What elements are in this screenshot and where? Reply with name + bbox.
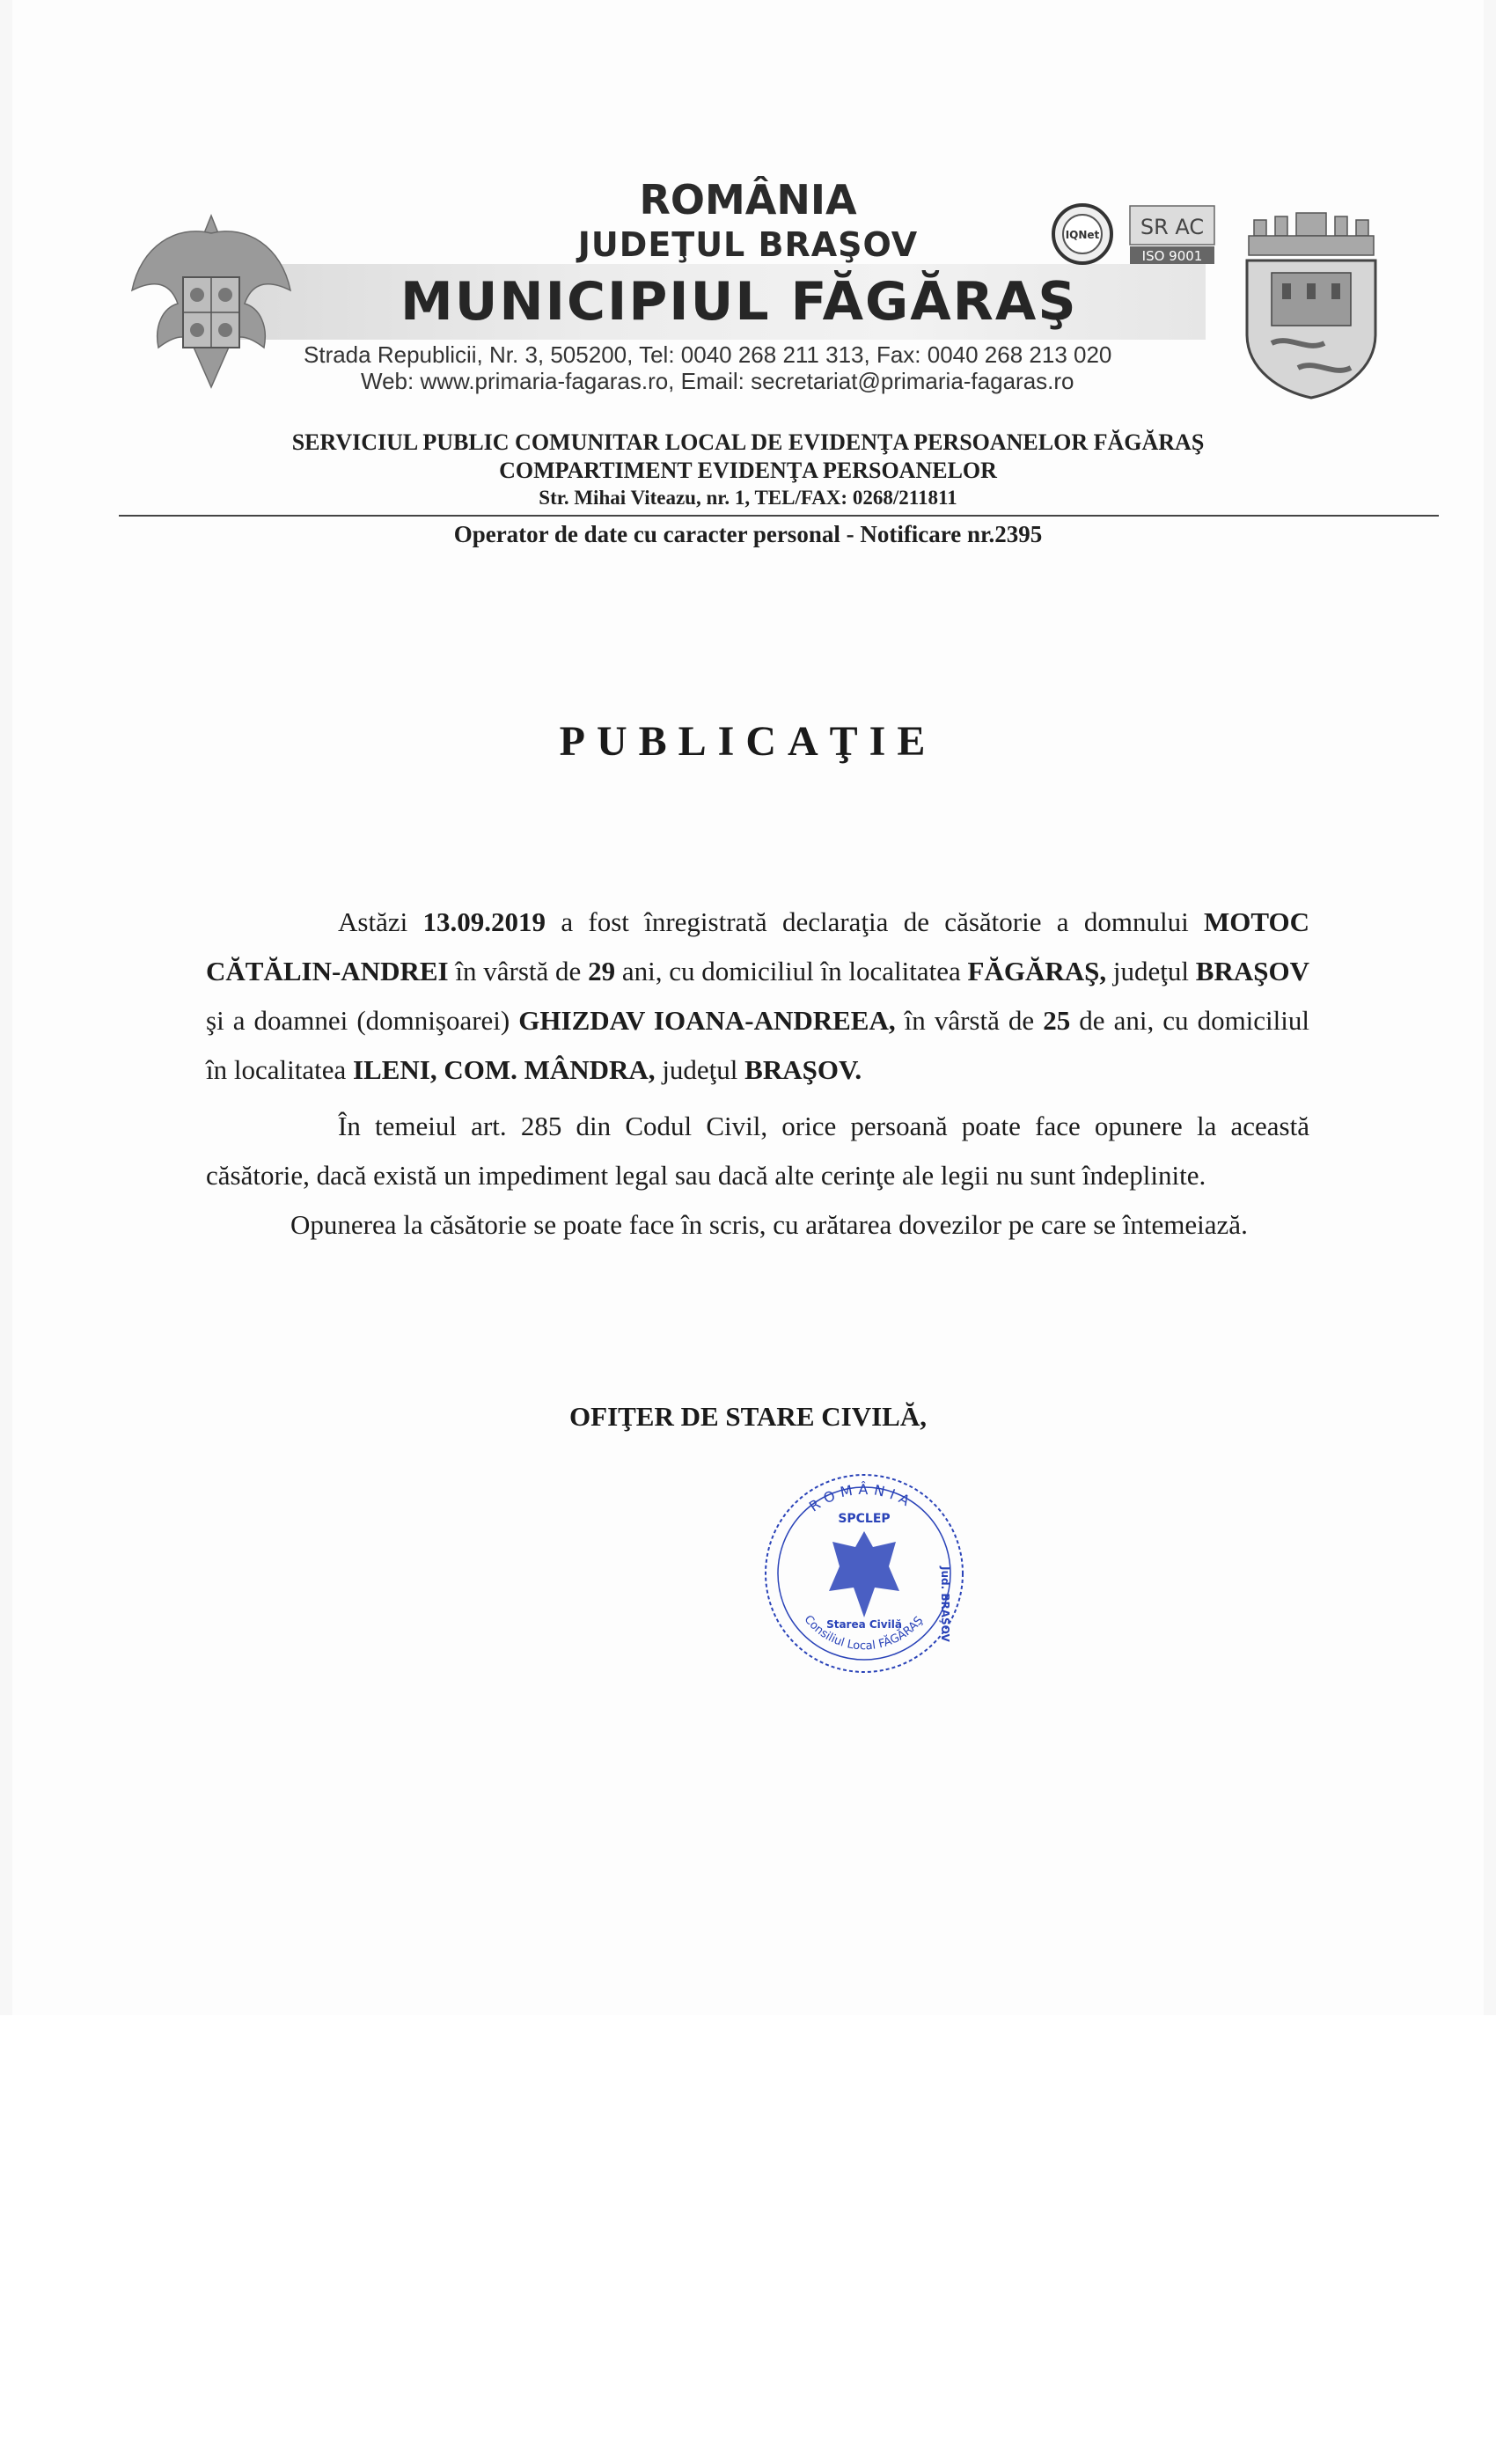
text-run: Astăzi xyxy=(338,906,423,937)
text-run: judeţul xyxy=(655,1054,745,1085)
bride-county: BRAŞOV. xyxy=(744,1054,862,1085)
stamp-right-text: Jud. BRAŞOV xyxy=(939,1566,951,1642)
text-run: ani, cu domiciliul în localitatea xyxy=(615,956,968,986)
text-run: judeţul xyxy=(1106,956,1196,986)
header-country: ROMÂNIA xyxy=(639,176,857,224)
department-name: COMPARTIMENT EVIDENŢA PERSOANELOR xyxy=(499,458,997,483)
bride-name: GHIZDAV IOANA-ANDREEA, xyxy=(518,1005,896,1036)
groom-city: FĂGĂRAŞ, xyxy=(967,956,1107,986)
bride-age: 25 xyxy=(1043,1005,1071,1036)
stamp-bottom-text: Consiliul Local FĂGĂRAŞ xyxy=(801,1613,927,1654)
iqnet-certification-icon xyxy=(1047,202,1118,266)
service-name: SERVICIUL PUBLIC COMUNITAR LOCAL DE EVIDENŢA PERSOANELOR FĂGĂRAŞ xyxy=(291,429,1205,455)
bride-city: ILENI, COM. MÂNDRA, xyxy=(352,1054,656,1085)
official-stamp-icon xyxy=(759,1468,970,1679)
declaration-paragraph xyxy=(206,898,1309,1095)
stamp-center-text: Starea Civilă xyxy=(826,1618,902,1631)
header-divider xyxy=(119,515,1439,517)
srac-label: SR AC xyxy=(1140,215,1205,239)
data-operator-notice: Operator de date cu caracter personal - Notificare nr.2395 xyxy=(453,521,1043,547)
iso-label: ISO 9001 xyxy=(1141,248,1203,264)
document-title: PUBLICAŢIE xyxy=(559,718,937,765)
text-run: în vârstă de xyxy=(448,956,589,986)
civil-status-officer-title: OFIŢER DE STARE CIVILĂ, xyxy=(569,1401,927,1432)
header-address: Strada Republicii, Nr. 3, 505200, Tel: 0040 268 211 313, Fax: 0040 268 213 020 xyxy=(304,341,1112,368)
text-run: şi a doamnei (domnişoarei) xyxy=(206,1005,519,1036)
declaration-date: 13.09.2019 xyxy=(422,906,546,937)
text-run: de ani, cu domiciliul în localitatea xyxy=(206,1005,1310,1085)
text-run: în vârstă de xyxy=(895,1005,1044,1036)
stamp-inner-text: SPCLEP xyxy=(838,1512,891,1526)
fagaras-coat-of-arms-icon xyxy=(1236,211,1386,400)
legal-basis-paragraph: În temeiul art. 285 din Codul Civil, orice persoană poate face opunere la această căsătorie, dacă există un impediment legal sau dacă alte cerinţe ale legii nu sunt îndeplinite. xyxy=(206,1111,1309,1191)
document-body xyxy=(206,898,1309,1250)
header-municipality: MUNICIPIUL FĂGĂRAŞ xyxy=(400,271,1078,333)
stamp-top-text: ROMÂNIA xyxy=(805,1480,918,1515)
srac-certification-icon xyxy=(1128,204,1216,266)
iqnet-label: IQNet xyxy=(1065,229,1100,241)
header-web-email: Web: www.primaria-fagaras.ro, Email: secretariat@primaria-fagaras.ro xyxy=(361,368,1074,394)
groom-county: BRAŞOV xyxy=(1195,956,1309,986)
groom-name: MOTOC CĂTĂLIN-ANDREI xyxy=(206,906,1309,986)
service-address: Str. Mihai Viteazu, nr. 1, TEL/FAX: 0268/211811 xyxy=(539,487,957,509)
header-county: JUDEŢUL BRAŞOV xyxy=(577,225,919,264)
opposition-paragraph: Opunerea la căsătorie se poate face în scris, cu arătarea dovezilor pe care se întemeiază. xyxy=(290,1209,1248,1240)
text-run: a fost înregistrată declaraţia de căsătorie a domnului xyxy=(546,906,1204,937)
groom-age: 29 xyxy=(588,956,616,986)
